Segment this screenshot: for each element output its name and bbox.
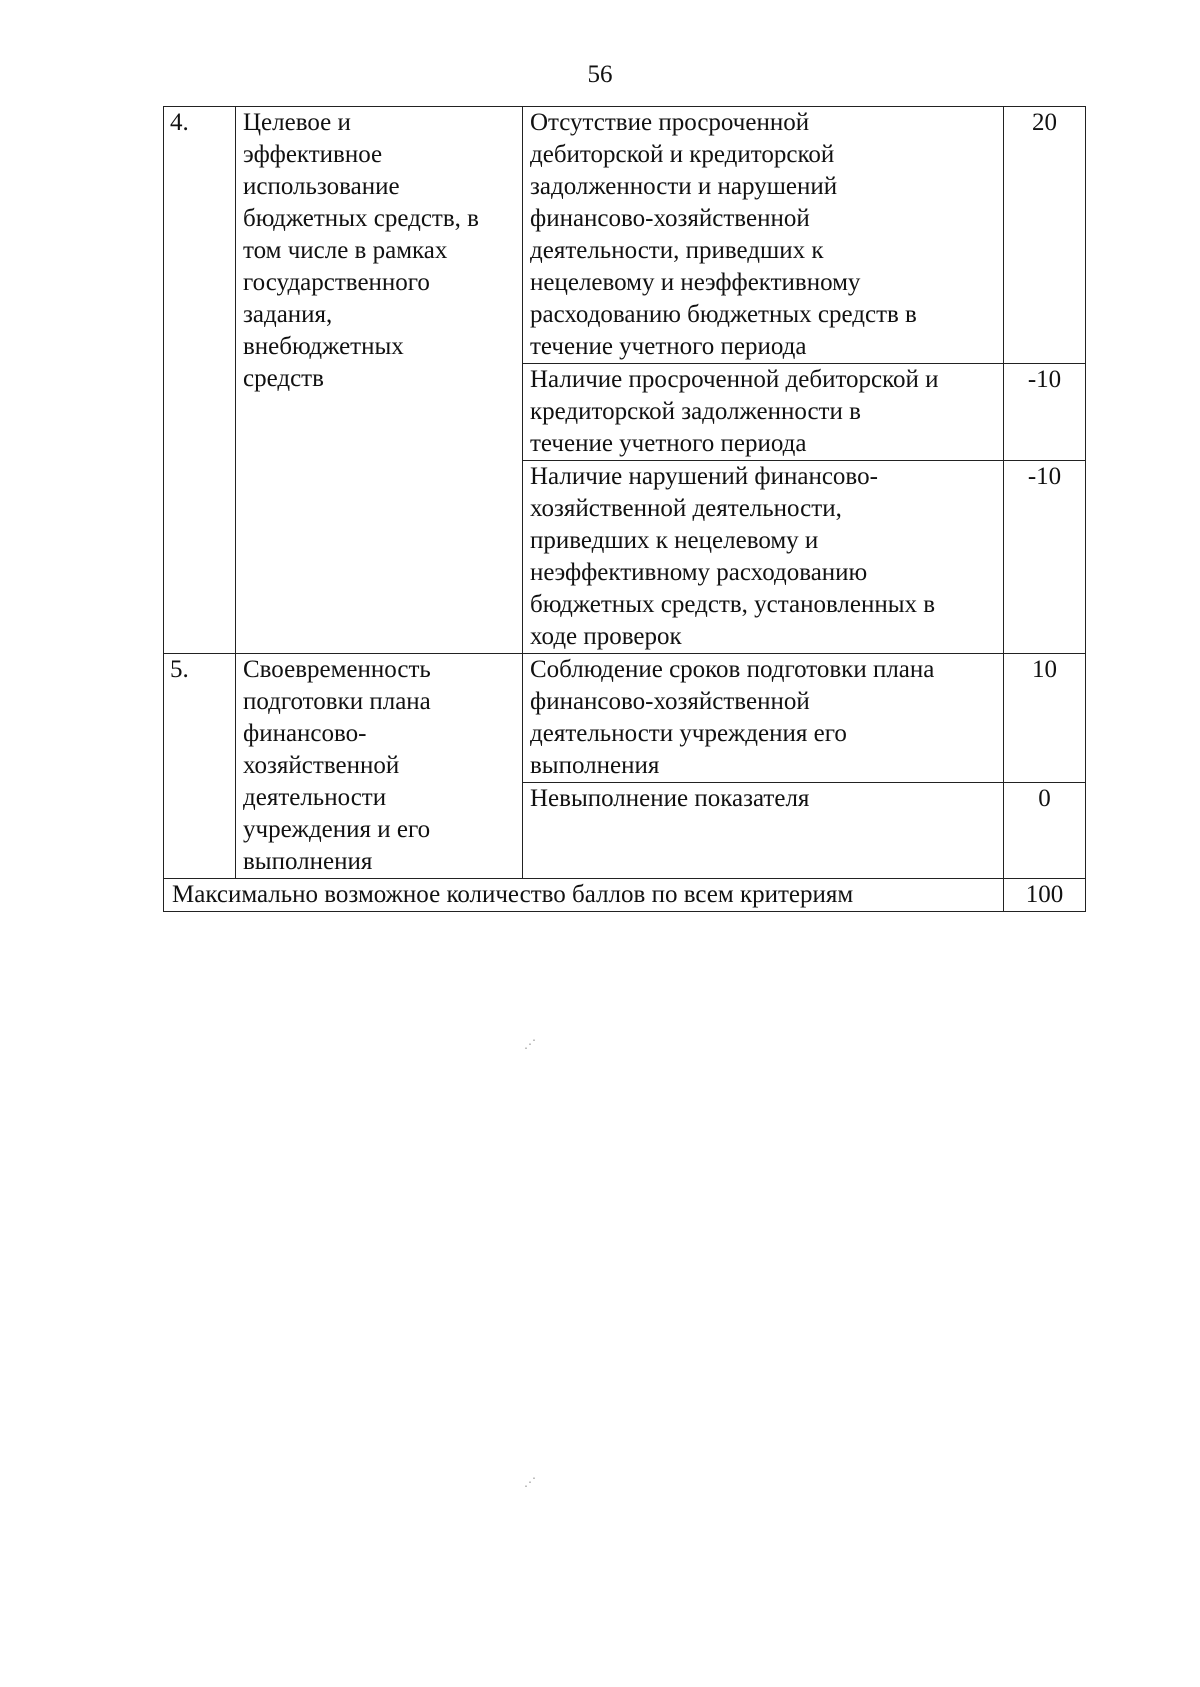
indicator-text: Невыполнение показателя [523, 783, 1004, 879]
indicator-score: 0 [1004, 783, 1086, 879]
total-row [164, 879, 1086, 912]
table-row [164, 107, 1086, 364]
indicator-score: -10 [1004, 461, 1086, 654]
scan-speck: ⋰ [524, 1475, 536, 1489]
criterion-title: Своевременность подготовки плана финансово- хозяйственной деятельности учреждения и его выполнения [236, 654, 523, 879]
indicator-text: Наличие просроченной дебиторской и кредиторской задолженности в течение учетного периода [523, 364, 1004, 461]
table-row [164, 654, 1086, 783]
indicator-score: 20 [1004, 107, 1086, 364]
total-score: 100 [1004, 879, 1086, 912]
scan-speck: ⋰ [524, 1037, 536, 1051]
indicator-text: Соблюдение сроков подготовки плана финансово-хозяйственной деятельности учреждения его выполнения [523, 654, 1004, 783]
criterion-number: 5. [164, 654, 236, 879]
total-label: Максимально возможное количество баллов по всем критериям [164, 879, 1004, 912]
page-number: 56 [587, 61, 613, 88]
criterion-number: 4. [164, 107, 236, 654]
indicator-score: 10 [1004, 654, 1086, 783]
criterion-title: Целевое и эффективное использование бюджетных средств, в том числе в рамках государственного задания, внебюджетных средств [236, 107, 523, 654]
indicator-score: -10 [1004, 364, 1086, 461]
criteria-table [163, 106, 1086, 912]
indicator-text: Наличие нарушений финансово- хозяйственной деятельности, приведших к нецелевому и неэффективному расходованию бюджетных средств, установленных в ходе проверок [523, 461, 1004, 654]
indicator-text: Отсутствие просроченной дебиторской и кредиторской задолженности и нарушений финансово-хозяйственной деятельности, приведших к нецелевому и неэффективному расходованию бюджетных средств в течение учетного периода [523, 107, 1004, 364]
